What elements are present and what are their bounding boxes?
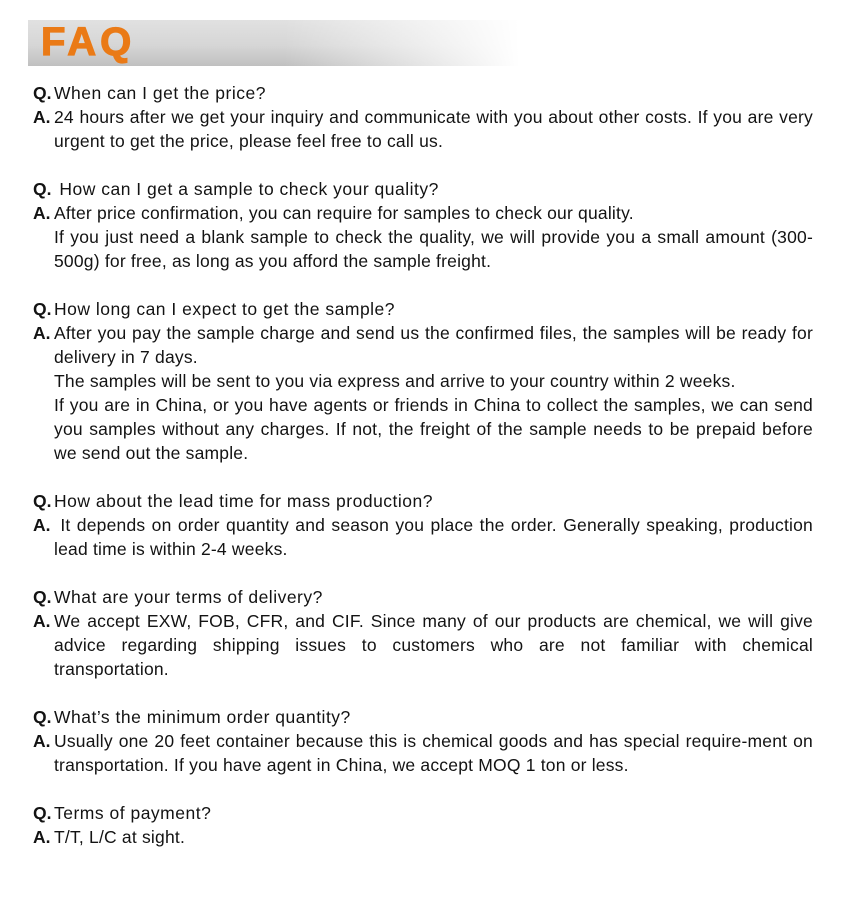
answer-prefix: A.: [33, 611, 51, 631]
faq-answer: [33, 729, 813, 777]
answer-paragraph: After you pay the sample charge and send us the confirmed files, the samples will be ready for delivery in 7 days.: [54, 323, 813, 367]
faq-question: [33, 585, 813, 609]
question-text: Terms of payment?: [54, 803, 212, 823]
answer-paragraph: If you just need a blank sample to check the quality, we will provide you a small amount (300-500g) for free, as long as you afford the sample freight.: [54, 227, 813, 271]
question-prefix: Q.: [33, 803, 52, 823]
faq-item: [33, 81, 813, 153]
faq-question: [33, 489, 813, 513]
answer-paragraph: It depends on order quantity and season you place the order. Generally speaking, production lead time is within 2-4 weeks.: [54, 515, 813, 559]
faq-question: [33, 177, 813, 201]
answer-paragraph: We accept EXW, FOB, CFR, and CIF. Since many of our products are chemical, we will give advice regarding shipping issues to customers who are not familiar with chemical transportation.: [54, 611, 813, 679]
answer-prefix: A.: [33, 827, 51, 847]
faq-answer: [33, 369, 813, 393]
faq-question: [33, 81, 813, 105]
question-text: How about the lead time for mass production?: [54, 491, 433, 511]
faq-question: [33, 705, 813, 729]
question-prefix: Q.: [33, 179, 52, 199]
faq-question: [33, 297, 813, 321]
answer-paragraph: Usually one 20 feet container because this is chemical goods and has special require-ment on transportation. If you have agent in China, we accept MOQ 1 ton or less.: [54, 731, 813, 775]
faq-item: [33, 585, 813, 681]
answer-paragraph: If you are in China, or you have agents or friends in China to collect the samples, we can send you samples without any charges. If not, the freight of the sample needs to be prepaid before we send out the sample.: [54, 395, 813, 463]
question-prefix: Q.: [33, 707, 52, 727]
answer-paragraph: The samples will be sent to you via express and arrive to your country within 2 weeks.: [54, 371, 736, 391]
answer-prefix: A.: [33, 203, 51, 223]
answer-paragraph: 24 hours after we get your inquiry and communicate with you about other costs. If you are very urgent to get the price, please feel free to call us.: [54, 107, 813, 151]
question-text: How can I get a sample to check your quality?: [54, 179, 439, 199]
faq-question: [33, 801, 813, 825]
answer-prefix: A.: [33, 731, 51, 751]
question-text: What are your terms of delivery?: [54, 587, 323, 607]
question-prefix: Q.: [33, 299, 52, 319]
question-text: How long can I expect to get the sample?: [54, 299, 396, 319]
faq-answer: [33, 513, 813, 561]
faq-item: [33, 489, 813, 561]
faq-answer: [33, 321, 813, 369]
faq-header-bar: [28, 20, 540, 66]
question-prefix: Q.: [33, 587, 52, 607]
question-text: When can I get the price?: [54, 83, 266, 103]
faq-item: [33, 297, 813, 465]
answer-paragraph: After price confirmation, you can require for samples to check our quality.: [54, 203, 634, 223]
answer-prefix: A.: [33, 515, 51, 535]
question-prefix: Q.: [33, 83, 52, 103]
faq-answer: [33, 825, 813, 849]
answer-paragraph: T/T, L/C at sight.: [54, 827, 186, 847]
faq-item: [33, 177, 813, 273]
faq-answer: [33, 609, 813, 681]
faq-item: [33, 705, 813, 777]
faq-answer: [33, 393, 813, 465]
answer-prefix: A.: [33, 107, 51, 127]
faq-content: [33, 81, 813, 849]
question-prefix: Q.: [33, 491, 52, 511]
faq-answer: [33, 105, 813, 153]
faq-title: FAQ: [41, 20, 136, 64]
faq-answer: [33, 201, 813, 225]
answer-prefix: A.: [33, 323, 51, 343]
faq-answer: [33, 225, 813, 273]
faq-item: [33, 801, 813, 849]
question-text: What’s the minimum order quantity?: [54, 707, 351, 727]
